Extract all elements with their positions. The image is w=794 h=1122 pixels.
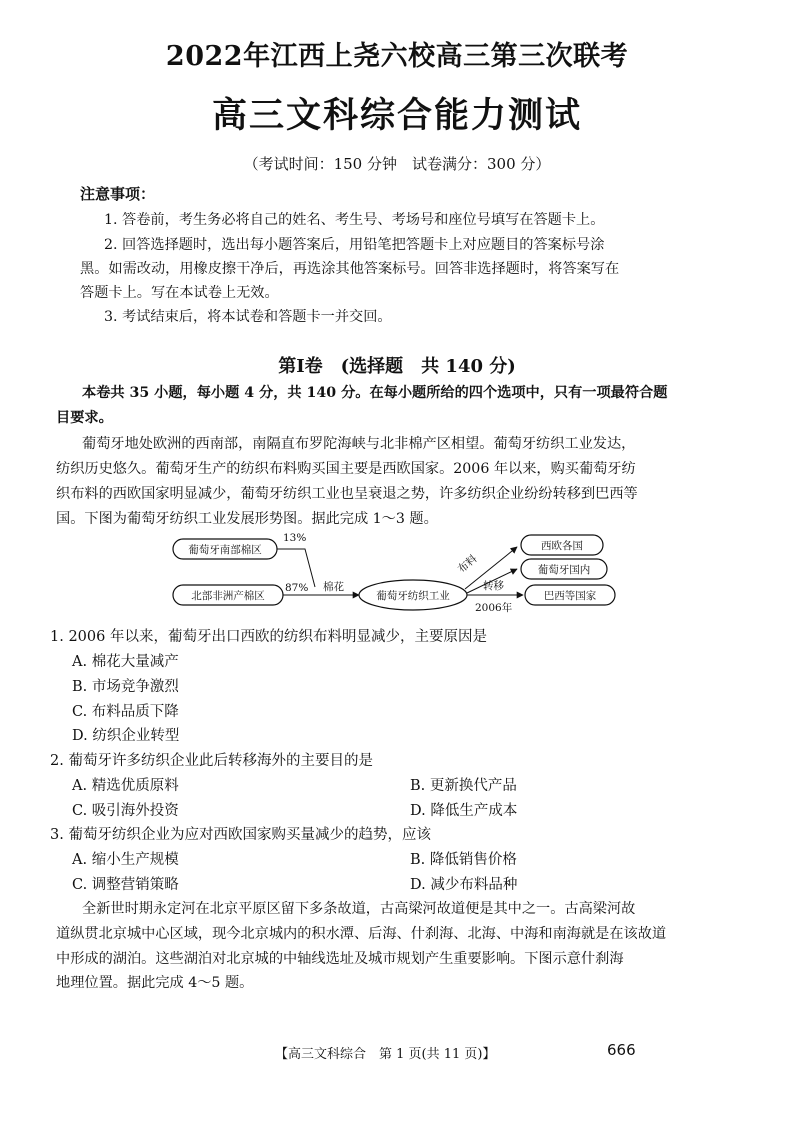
exam-subject-title: 高三文科综合能力测试 — [211, 95, 582, 136]
center-industry-label: 葡萄牙纺织工业 — [376, 590, 450, 602]
exam-info: （考试时间：150 分钟 试卷满分：300 分） — [243, 155, 551, 173]
option-b[interactable]: B. 降低销售价格 — [410, 852, 517, 868]
option-a[interactable]: A. 缩小生产规模 — [72, 852, 179, 868]
notice-line: 1. 答卷前，考生务必将自己的姓名、考生号、考场号和座位号填写在答题卡上。 — [104, 212, 605, 228]
passage-line: 葡萄牙地处欧洲的西南部，南隔直布罗陀海峡与北非棉产区相望。葡萄牙纺织工业发达， — [82, 436, 636, 452]
passage-line: 道纵贯北京城中心区域，现今北京城内的积水潭、后海、什刹海、北海、中海和南海就是在该故道 — [56, 926, 667, 942]
option-d[interactable]: D. 减少布料品种 — [410, 877, 518, 893]
option-b[interactable]: B. 更新换代产品 — [410, 778, 517, 794]
north-africa-cotton-label: 北部非洲产棉区 — [191, 590, 265, 602]
option-a[interactable]: A. 精选优质原料 — [72, 778, 179, 794]
question-stem: 2. 葡萄牙许多纺织企业此后转移海外的主要目的是 — [50, 753, 373, 769]
page-footer: 【高三文科综合 第 1 页(共 11 页)】 — [275, 1047, 496, 1062]
option-c[interactable]: C. 布料品质下降 — [72, 704, 179, 720]
option-c[interactable]: C. 调整营销策略 — [72, 877, 179, 893]
dest-west-europe-label: 西欧各国 — [541, 540, 583, 552]
dest-brazil-label: 巴西等国家 — [543, 590, 597, 602]
textile-industry-diagram — [165, 525, 645, 620]
question-stem: 3. 葡萄牙纺织企业为应对西欧国家购买量减少的趋势，应该 — [50, 827, 431, 843]
notice-line: 答题卡上。写在本试卷上无效。 — [80, 285, 279, 301]
fabric-label: 布料 — [455, 552, 480, 576]
option-a[interactable]: A. 棉花大量减产 — [72, 654, 179, 670]
option-b[interactable]: B. 市场竞争激烈 — [72, 679, 179, 695]
south-cotton-label: 葡萄牙南部棉区 — [188, 544, 262, 556]
year-label: 2006年 — [475, 602, 513, 614]
section-intro: 本卷共 35 小题，每小题 4 分，共 140 分。在每小题所给的四个选项中，只有一项最符合题 — [82, 385, 668, 401]
section-intro: 目要求。 — [56, 410, 113, 426]
question-stem: 1. 2006 年以来，葡萄牙出口西欧的纺织布料明显减少，主要原因是 — [50, 629, 487, 645]
passage-line: 国。下图为葡萄牙纺织工业发展形势图。据此完成 1～3 题。 — [56, 511, 438, 527]
cotton-label: 棉花 — [323, 581, 344, 593]
option-c[interactable]: C. 吸引海外投资 — [72, 803, 179, 819]
pct-top-label: 13% — [283, 532, 307, 544]
passage-line: 纺织历史悠久。葡萄牙生产的纺织布料购买国主要是西欧国家。2006 年以来，购买葡萄牙纺 — [56, 461, 636, 477]
option-d[interactable]: D. 纺织企业转型 — [72, 728, 180, 744]
passage-line: 织布料的西欧国家明显减少，葡萄牙纺织工业也呈衰退之势，许多纺织企业纷纷转移到巴西等 — [56, 486, 638, 502]
passage-line: 中形成的湖泊。这些湖泊对北京城的中轴线选址及城市规划产生重要影响。下图示意什刹海 — [56, 951, 624, 967]
transfer-label: 转移 — [483, 580, 504, 592]
notice-line: 黑。如需改动，用橡皮擦干净后，再选涂其他答案标号。回答非选择题时，将答案写在 — [80, 261, 620, 277]
passage-line: 全新世时期永定河在北京平原区留下多条故道，古高梁河故道便是其中之一。古高梁河故 — [82, 901, 636, 917]
dest-domestic-label: 葡萄牙国内 — [537, 564, 591, 576]
pct-bottom-label: 87% — [285, 582, 309, 594]
passage-line: 地理位置。据此完成 4～5 题。 — [56, 975, 254, 991]
exam-title: 2022年江西上尧六校高三第三次联考 — [165, 41, 629, 72]
page-code: 666 — [607, 1041, 636, 1059]
section-heading: 第Ⅰ卷 (选择题 共 140 分) — [278, 356, 516, 377]
option-d[interactable]: D. 降低生产成本 — [410, 803, 518, 819]
notice-line: 2. 回答选择题时，选出每小题答案后，用铅笔把答题卡上对应题目的答案标号涂 — [104, 237, 605, 253]
notice-heading: 注意事项： — [80, 185, 156, 203]
notice-line: 3. 考试结束后，将本试卷和答题卡一并交回。 — [104, 309, 392, 325]
